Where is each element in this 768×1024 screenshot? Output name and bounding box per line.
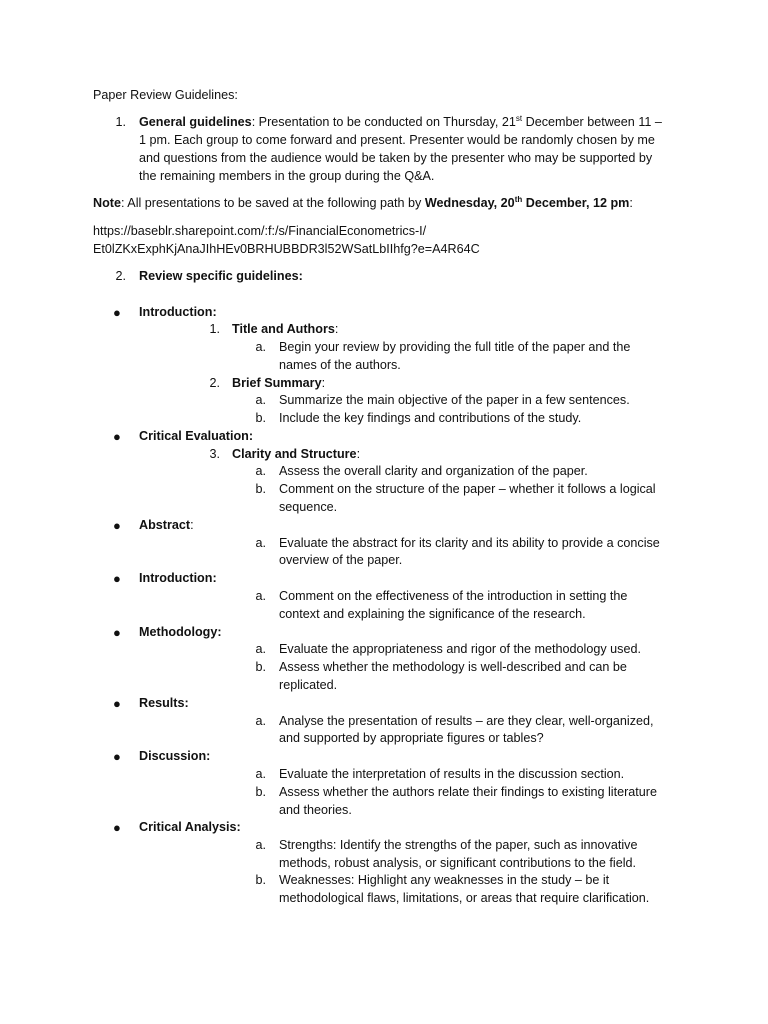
section-1-number: 1. <box>115 115 126 129</box>
note-label: Note <box>93 196 121 210</box>
bullet-introduction-2: Introduction: <box>139 571 217 585</box>
bullet-icon: ● <box>113 696 121 711</box>
subitem-title-authors: Title and Authors: <box>232 322 339 336</box>
subitem-number: 1. <box>209 322 220 336</box>
point-text: Begin your review by providing the full title of the paper and the <box>279 340 631 354</box>
subitem-number: 3. <box>209 447 220 461</box>
point-text: Evaluate the appropriateness and rigor of the methodology used. <box>279 642 641 656</box>
point-text: Comment on the structure of the paper – whether it follows a logical <box>279 482 656 496</box>
point-letter: a. <box>255 393 266 407</box>
point-letter: b. <box>255 411 266 425</box>
sharepoint-link-line-2[interactable]: Et0lZKxExphKjAnaJIhHEv0BRHUBBDR3l52WSatLbIIhfg?e=A4R64C <box>93 242 480 256</box>
section-1-line-4: the remaining members in the group during the Q&A. <box>139 169 435 183</box>
section-1-line-1: General guidelines: Presentation to be conducted on Thursday, 21st December between 11 – <box>139 114 662 129</box>
point-text: Evaluate the interpretation of results in the discussion section. <box>279 767 625 781</box>
point-text: Summarize the main objective of the paper in a few sentences. <box>279 393 630 407</box>
bullet-icon: ● <box>113 820 121 835</box>
point-letter: b. <box>255 873 266 887</box>
bullet-icon: ● <box>113 518 121 533</box>
point-text: Weaknesses: Highlight any weaknesses in the study – be it <box>279 873 610 887</box>
bullet-discussion: Discussion: <box>139 749 211 763</box>
bullet-icon: ● <box>113 571 121 586</box>
point-text: and theories. <box>279 803 352 817</box>
point-text: Strengths: Identify the strengths of the paper, such as innovative <box>279 838 638 852</box>
point-text: Assess whether the methodology is well-described and can be <box>279 660 627 674</box>
point-text: replicated. <box>279 678 338 692</box>
section-1-line-2: 1 pm. Each group to come forward and present. Presenter would be randomly chosen by me <box>139 133 655 147</box>
bullet-critical-evaluation: Critical Evaluation: <box>139 429 254 443</box>
point-letter: b. <box>255 482 266 496</box>
subitem-clarity-structure: Clarity and Structure: <box>232 447 361 461</box>
subitem-brief-summary: Brief Summary: <box>232 376 326 390</box>
section-2-heading: Review specific guidelines: <box>139 269 303 283</box>
point-text: Evaluate the abstract for its clarity and its ability to provide a concise <box>279 536 660 550</box>
bullet-methodology: Methodology: <box>139 625 222 639</box>
bullet-icon: ● <box>113 749 121 764</box>
bullet-introduction: Introduction: <box>139 305 217 319</box>
point-text: Assess the overall clarity and organization of the paper. <box>279 464 588 478</box>
bullet-critical-analysis: Critical Analysis: <box>139 820 241 834</box>
subitem-number: 2. <box>209 376 220 390</box>
point-letter: a. <box>255 838 266 852</box>
point-letter: b. <box>255 660 266 674</box>
section-2-number: 2. <box>115 269 126 283</box>
point-text: methods, robust analysis, or significant contributions to the field. <box>279 856 637 870</box>
point-letter: a. <box>255 464 266 478</box>
bullet-icon: ● <box>113 429 121 444</box>
point-letter: a. <box>255 340 266 354</box>
point-text: and supported by appropriate figures or tables? <box>279 731 544 745</box>
point-letter: a. <box>255 642 266 656</box>
point-text: Assess whether the authors relate their findings to existing literature <box>279 785 658 799</box>
point-text: sequence. <box>279 500 338 514</box>
bullet-results: Results: <box>139 696 189 710</box>
section-1-heading: General guidelines <box>139 115 252 129</box>
section-1-line-3: and questions from the audience would be taken by the presenter who may be supported by <box>139 151 653 165</box>
point-text: Analyse the presentation of results – are they clear, well-organized, <box>279 714 654 728</box>
bullet-icon: ● <box>113 305 121 320</box>
page-title: Paper Review Guidelines: <box>93 88 238 102</box>
point-letter: a. <box>255 714 266 728</box>
point-letter: a. <box>255 767 266 781</box>
point-letter: a. <box>255 589 266 603</box>
bullet-icon: ● <box>113 625 121 640</box>
point-text: names of the authors. <box>279 358 401 372</box>
point-text: overview of the paper. <box>279 553 403 567</box>
sharepoint-link-line-1[interactable]: https://baseblr.sharepoint.com/:f:/s/FinancialEconometrics-I/ <box>93 224 427 238</box>
point-text: methodological flaws, limitations, or areas that require clarification. <box>279 891 650 905</box>
point-letter: b. <box>255 785 266 799</box>
note-deadline: Wednesday, 20th December, 12 pm <box>424 195 630 210</box>
point-text: context and explaining the significance of the research. <box>279 607 586 621</box>
note-paragraph: Note: All presentations to be saved at the following path by Wednesday, 20th December, 12 pm: <box>93 195 633 210</box>
point-text: Include the key findings and contributions of the study. <box>279 411 582 425</box>
point-text: Comment on the effectiveness of the introduction in setting the <box>279 589 628 603</box>
point-letter: a. <box>255 536 266 550</box>
bullet-abstract: Abstract: <box>139 518 194 532</box>
